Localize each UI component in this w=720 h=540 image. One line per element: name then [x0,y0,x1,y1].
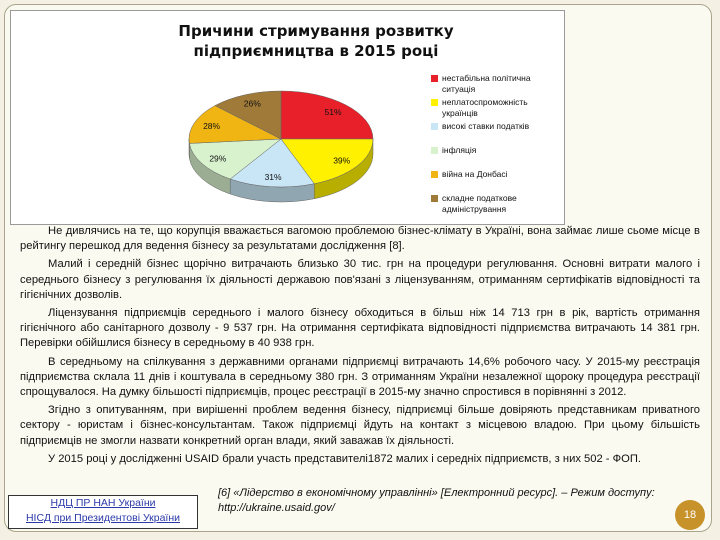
legend-item-1 [431,97,557,119]
reference-text: [6] «Лідерство в економічному управлінні» [Електронний ресурс]. – Режим доступу: http://ukraine.usaid.gov/ [218,487,655,514]
paragraph-usaid: У 2015 році у дослідженні USAID брали участь представителі1872 малих і середніх підприємств, з них 502 - ФОП. [48,452,641,465]
legend-item-4 [431,169,557,180]
legend-label-2: високі ставки податків [442,121,530,131]
legend-label-3: інфляція [442,145,477,155]
chart-container [10,10,565,225]
legend-swatch-2 [431,123,438,130]
legend-swatch-0 [431,75,438,82]
legend-item-2 [431,121,557,132]
pie-data-label-4: 28% [203,121,221,132]
link-ndc[interactable]: НДЦ ПР НАН України [50,497,156,509]
legend-label-4: війна на Донбасі [442,169,508,179]
pie-data-label-3: 29% [209,153,227,164]
legend-swatch-3 [431,147,438,154]
pie-data-label-1: 39% [333,155,351,166]
legend-swatch-5 [431,195,438,202]
link-nisd[interactable]: НІСД при Президентові України [25,512,181,524]
page-number-badge: 18 [675,500,705,530]
pie-data-label-5: 26% [243,98,261,109]
paragraph-registration: В середньому на спілкування з державними органами підприємці витрачають 14,6% робочого часу. У 2015-му реєстрація підприємства склала 11 днів і коштувала в середньому 380 грн. З отриманням України незалежної щороку процедура реєстрації спрощувалося. На думку більшості підприємців, процес реєстрації в 2015-му значно спростився в порівнянні з 2012. [20,355,700,399]
legend-swatch-1 [431,99,438,106]
legend-item-3 [431,145,557,156]
pie-data-label-2: 31% [264,172,282,183]
paragraph-regulation-costs: Малий і середній бізнес щорічно витрачають близько 30 тис. грн на процедури регулювання. Основні витрати малого і середнього бізнесу з регулювання їх діяльності державою пов'язані з ліцензуванням, отриманням сертифікатів відповідності та гігієнічних дозволів. [20,258,700,301]
legend-label-5: складне податкове адміністрування [442,193,517,214]
paragraph-survey: Згідно з опитуванням, при вирішенні проблем ведення бізнесу, підприємці більше довіряють представникам приватного сектору - юристам і бізнес-консультантам. Також підприємці йдуть на контакт з місцевою владою. При цьому більшість підприємців не змогли назвати конкретний орган влади, який заважав їх діяльності. [20,404,700,447]
legend-item-0 [431,73,557,95]
legend-item-5 [431,193,557,215]
legend-label-1: неплатоспроможність українців [442,97,528,118]
legend-label-0: нестабільна політична ситуація [442,73,531,94]
legend-swatch-4 [431,171,438,178]
paragraph-licensing: Ліцензування підприємців середнього і малого бізнесу обходиться в більш ніж 14 713 грн в рік, вартість отримання гігієнічного або санітарного дозволу - 9 537 грн. На отримання сертифіката відповідності підприємства витрачають 14 381 грн. Перевірки обійшлися бізнесу в середньому в 40 938 грн. [20,307,700,350]
body-text [20,224,700,470]
pie-data-label-0: 51% [324,106,342,117]
chart-title: Причини стримування розвитку підприємництва в 2015 році [178,22,454,60]
footer-links-box [8,495,198,529]
paragraph-corruption: Не дивлячись на те, що корупція вважається вагомою проблемою бізнес-клімату в Україні, вона займає лише сьоме місце в рейтингу перешкод для ведення бізнесу за результатами дослідження [8]. [20,225,700,253]
